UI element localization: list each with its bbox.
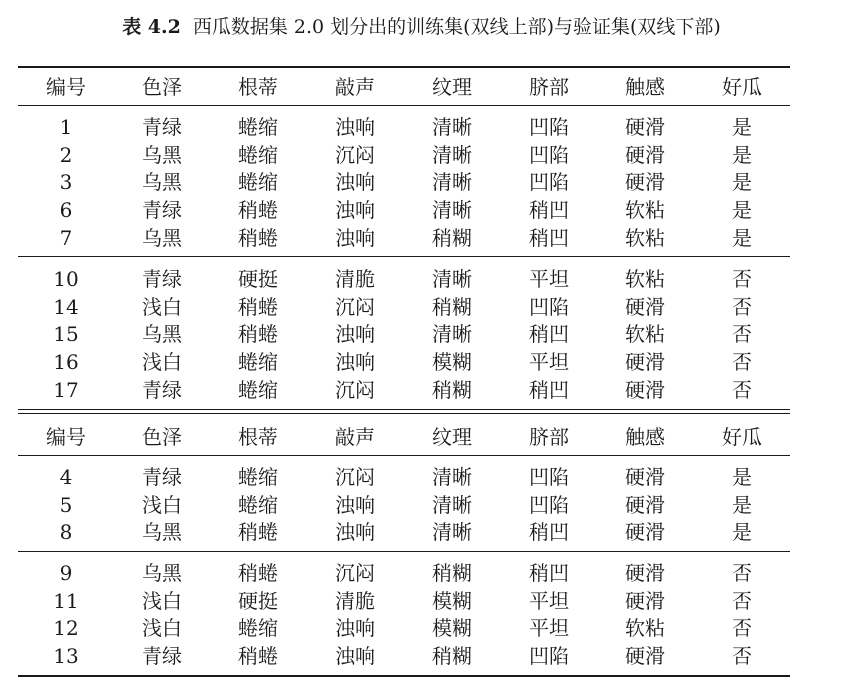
group-separator-rule	[18, 256, 790, 257]
table-cell: 乌黑	[142, 170, 182, 195]
table-cell: 沉闷	[335, 294, 375, 319]
table-cell: 9	[59, 561, 73, 585]
table-row	[0, 518, 843, 546]
table-row	[0, 265, 843, 293]
table-cell: 乌黑	[142, 561, 182, 585]
table-cell: 稍糊	[432, 294, 472, 319]
table-cell: 否	[732, 267, 752, 291]
table-cell: 否	[732, 588, 752, 613]
header-cell: 纹理	[432, 75, 472, 99]
table-cell: 稍凹	[529, 198, 569, 223]
table-cell: 6	[59, 198, 73, 223]
table-cell: 浊响	[335, 322, 375, 347]
table-cell: 蜷缩	[238, 115, 278, 139]
table-cell: 浊响	[335, 350, 375, 375]
table-cell: 浊响	[335, 225, 375, 250]
table-cell: 稍糊	[432, 377, 472, 402]
table-cell: 是	[732, 520, 752, 545]
training-header-row	[0, 73, 843, 101]
table-cell: 是	[732, 492, 752, 517]
table-cell: 软粘	[625, 198, 665, 223]
table-cell: 硬滑	[625, 520, 665, 545]
table-cell: 平坦	[529, 267, 569, 291]
table-cell: 硬滑	[625, 465, 665, 489]
header-cell: 脐部	[529, 425, 569, 449]
table-cell: 稍蜷	[238, 520, 278, 545]
table-row	[0, 141, 843, 169]
table-cell: 软粘	[625, 267, 665, 291]
table-cell: 软粘	[625, 322, 665, 347]
table-cell: 清晰	[432, 198, 472, 223]
double-rule-lower	[18, 413, 790, 414]
table-cell: 凹陷	[529, 492, 569, 517]
table-cell: 硬滑	[625, 350, 665, 375]
table-row	[0, 491, 843, 519]
table-row	[0, 293, 843, 321]
bottom-rule	[18, 675, 790, 677]
table-row	[0, 320, 843, 348]
top-rule	[18, 66, 790, 68]
table-cell: 1	[59, 115, 73, 139]
table-cell: 清脆	[335, 267, 375, 291]
table-cell: 乌黑	[142, 520, 182, 545]
table-cell: 浅白	[142, 588, 182, 613]
table-row	[0, 642, 843, 670]
table-cell: 浊响	[335, 644, 375, 669]
header-cell: 色泽	[142, 75, 182, 99]
table-cell: 否	[732, 644, 752, 669]
table-cell: 软粘	[625, 616, 665, 641]
table-cell: 稍凹	[529, 520, 569, 545]
table-cell: 青绿	[142, 644, 182, 669]
table-cell: 乌黑	[142, 225, 182, 250]
table-cell: 否	[732, 377, 752, 402]
table-cell: 稍蜷	[238, 225, 278, 250]
header-cell: 根蒂	[238, 75, 278, 99]
table-cell: 否	[732, 322, 752, 347]
table-cell: 清晰	[432, 170, 472, 195]
table-cell: 乌黑	[142, 322, 182, 347]
table-row	[0, 168, 843, 196]
table-cell: 是	[732, 170, 752, 195]
table-cell: 浅白	[142, 616, 182, 641]
table-cell: 16	[53, 350, 79, 375]
table-cell: 模糊	[432, 588, 472, 613]
table-cell: 浊响	[335, 115, 375, 139]
table-cell: 蜷缩	[238, 142, 278, 167]
table-cell: 否	[732, 294, 752, 319]
table-row	[0, 463, 843, 491]
table-cell: 稍蜷	[238, 294, 278, 319]
table-cell: 稍糊	[432, 561, 472, 585]
header-cell: 触感	[625, 75, 665, 99]
table-cell: 否	[732, 350, 752, 375]
table-cell: 浅白	[142, 350, 182, 375]
table-row	[0, 196, 843, 224]
table-cell: 硬滑	[625, 561, 665, 585]
header-cell: 编号	[46, 75, 86, 99]
table-cell: 3	[59, 170, 73, 195]
table-cell: 清晰	[432, 142, 472, 167]
table-cell: 青绿	[142, 465, 182, 489]
table-cell: 清脆	[335, 588, 375, 613]
table-cell: 清晰	[432, 115, 472, 139]
table-cell: 蜷缩	[238, 350, 278, 375]
table-cell: 蜷缩	[238, 465, 278, 489]
table-cell: 蜷缩	[238, 377, 278, 402]
header-cell: 根蒂	[238, 425, 278, 449]
table-cell: 浊响	[335, 616, 375, 641]
table-cell: 稍凹	[529, 225, 569, 250]
table-cell: 青绿	[142, 377, 182, 402]
table-row	[0, 224, 843, 252]
table-cell: 硬滑	[625, 644, 665, 669]
table-cell: 沉闷	[335, 465, 375, 489]
table-cell: 是	[732, 142, 752, 167]
table-cell: 硬滑	[625, 142, 665, 167]
table-cell: 2	[59, 142, 73, 167]
table-cell: 清晰	[432, 492, 472, 517]
header-cell: 编号	[46, 425, 86, 449]
table-cell: 清晰	[432, 322, 472, 347]
table-cell: 清晰	[432, 267, 472, 291]
header-cell: 敲声	[335, 75, 375, 99]
table-cell: 硬挺	[238, 267, 278, 291]
table-cell: 凹陷	[529, 115, 569, 139]
double-rule-upper	[18, 409, 790, 410]
caption-label: 表 4.2	[122, 16, 181, 38]
table-caption	[0, 12, 843, 39]
table-cell: 蜷缩	[238, 616, 278, 641]
table-cell: 15	[53, 322, 79, 347]
table-cell: 11	[53, 588, 79, 613]
header-cell: 好瓜	[722, 425, 762, 449]
table-cell: 模糊	[432, 616, 472, 641]
table-cell: 沉闷	[335, 142, 375, 167]
header-rule	[18, 455, 790, 456]
table-cell: 平坦	[529, 616, 569, 641]
table-cell: 凹陷	[529, 644, 569, 669]
table-cell: 否	[732, 561, 752, 585]
table-row	[0, 614, 843, 642]
header-cell: 好瓜	[722, 75, 762, 99]
group-separator-rule	[18, 551, 790, 552]
table-cell: 浊响	[335, 492, 375, 517]
table-cell: 12	[53, 616, 79, 641]
table-cell: 硬滑	[625, 294, 665, 319]
table-cell: 硬挺	[238, 588, 278, 613]
header-cell: 敲声	[335, 425, 375, 449]
table-cell: 清晰	[432, 465, 472, 489]
table-cell: 乌黑	[142, 142, 182, 167]
table-row	[0, 587, 843, 615]
table-cell: 是	[732, 225, 752, 250]
table-cell: 稍蜷	[238, 198, 278, 223]
table-cell: 蜷缩	[238, 492, 278, 517]
validation-header-row	[0, 423, 843, 451]
table-cell: 软粘	[625, 225, 665, 250]
header-cell: 触感	[625, 425, 665, 449]
table-cell: 稍蜷	[238, 322, 278, 347]
header-cell: 纹理	[432, 425, 472, 449]
table-cell: 是	[732, 198, 752, 223]
table-cell: 浅白	[142, 492, 182, 517]
table-row	[0, 376, 843, 404]
table-cell: 凹陷	[529, 170, 569, 195]
table-cell: 是	[732, 115, 752, 139]
header-cell: 脐部	[529, 75, 569, 99]
table-cell: 17	[53, 377, 79, 402]
table-cell: 稍凹	[529, 561, 569, 585]
table-row	[0, 559, 843, 587]
table-cell: 沉闷	[335, 561, 375, 585]
table-cell: 清晰	[432, 520, 472, 545]
table-cell: 青绿	[142, 267, 182, 291]
table-row	[0, 348, 843, 376]
table-cell: 13	[53, 644, 79, 669]
caption-text: 西瓜数据集 2.0 划分出的训练集(双线上部)与验证集(双线下部)	[192, 16, 721, 38]
table-cell: 浊响	[335, 170, 375, 195]
table-cell: 稍蜷	[238, 644, 278, 669]
table-cell: 稍蜷	[238, 561, 278, 585]
table-cell: 稍糊	[432, 225, 472, 250]
table-cell: 平坦	[529, 588, 569, 613]
table-cell: 蜷缩	[238, 170, 278, 195]
header-rule	[18, 105, 790, 106]
header-cell: 色泽	[142, 425, 182, 449]
table-cell: 凹陷	[529, 142, 569, 167]
table-cell: 浊响	[335, 198, 375, 223]
table-cell: 浊响	[335, 520, 375, 545]
table-cell: 10	[53, 267, 79, 291]
table-cell: 硬滑	[625, 115, 665, 139]
table-cell: 凹陷	[529, 465, 569, 489]
table-cell: 否	[732, 616, 752, 641]
table-cell: 14	[53, 294, 79, 319]
table-cell: 硬滑	[625, 170, 665, 195]
table-row	[0, 113, 843, 141]
table-cell: 青绿	[142, 115, 182, 139]
table-cell: 青绿	[142, 198, 182, 223]
table-cell: 模糊	[432, 350, 472, 375]
table-cell: 硬滑	[625, 377, 665, 402]
table-cell: 稍凹	[529, 377, 569, 402]
table-cell: 稍凹	[529, 322, 569, 347]
table-cell: 平坦	[529, 350, 569, 375]
table-cell: 4	[59, 465, 73, 489]
table-cell: 硬滑	[625, 588, 665, 613]
table-cell: 硬滑	[625, 492, 665, 517]
table-cell: 8	[59, 520, 73, 545]
table-cell: 凹陷	[529, 294, 569, 319]
table-cell: 是	[732, 465, 752, 489]
table-cell: 稍糊	[432, 644, 472, 669]
table-cell: 5	[59, 492, 73, 517]
table-cell: 7	[59, 225, 73, 250]
table-cell: 浅白	[142, 294, 182, 319]
table-cell: 沉闷	[335, 377, 375, 402]
